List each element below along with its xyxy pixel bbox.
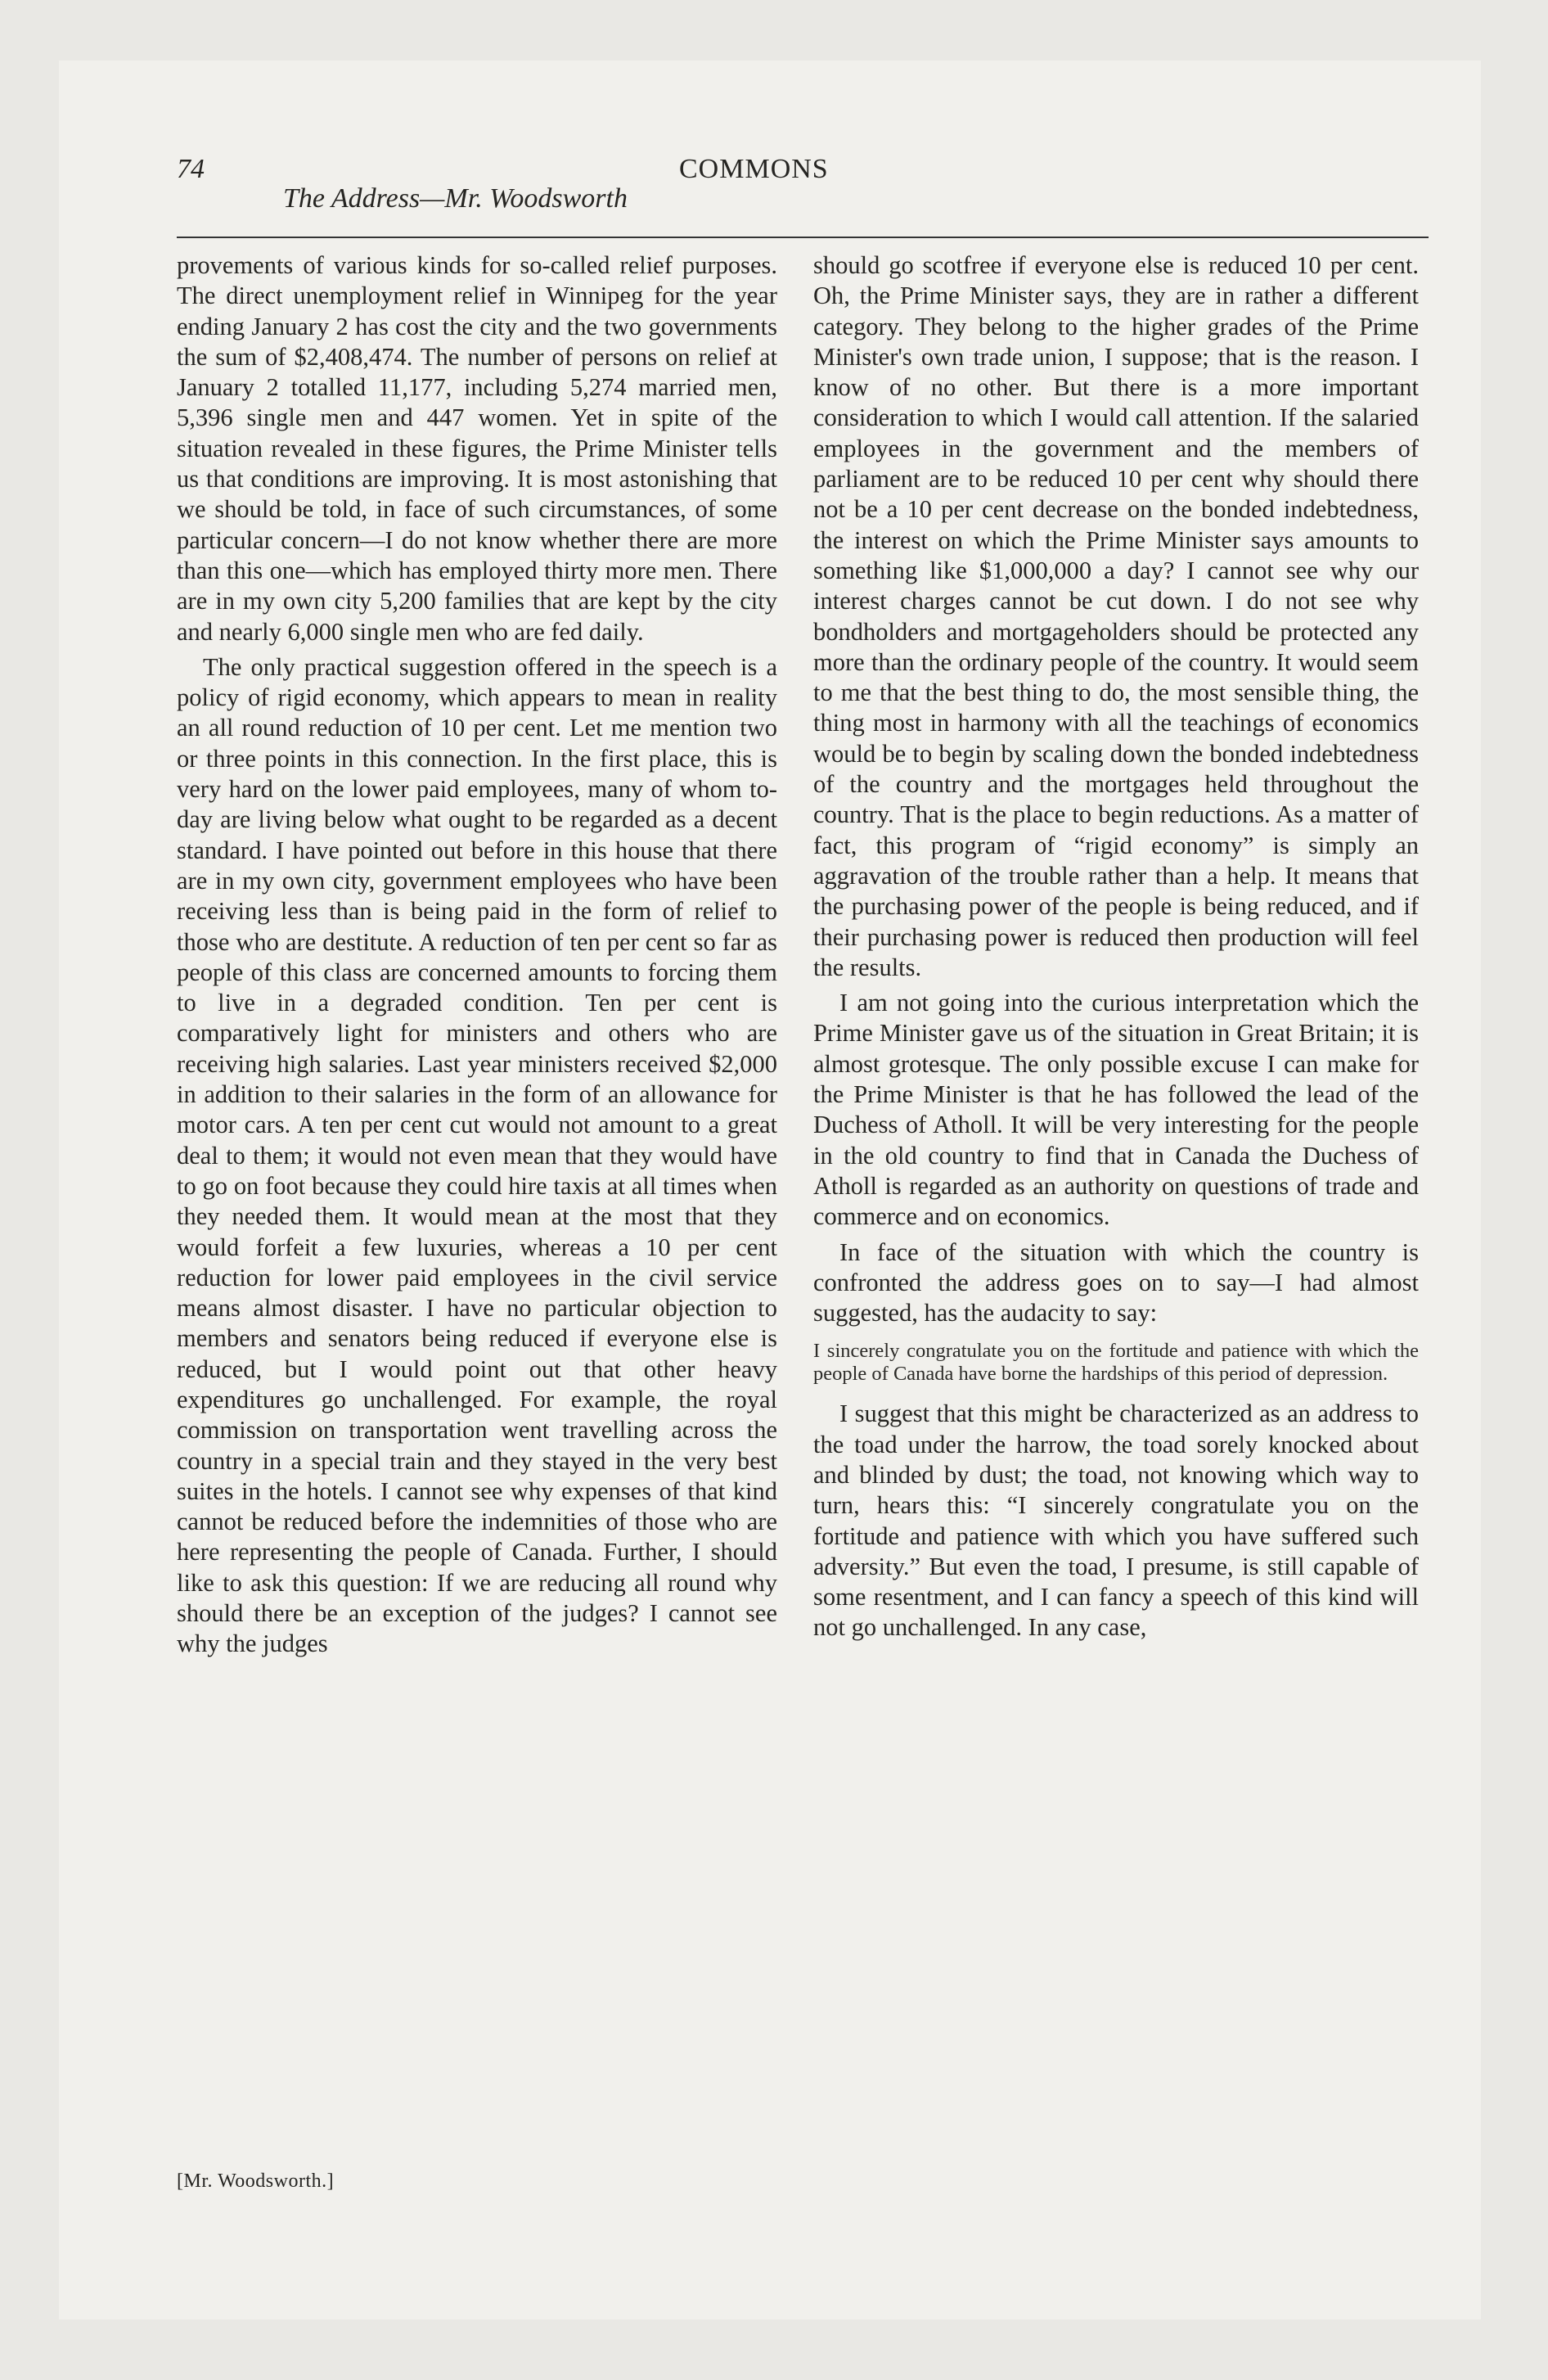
block-quote: I sincerely congratulate you on the fortitude and patience with which the people of Canada have borne the hardships of this period of depression. xyxy=(813,1340,1419,1386)
running-title: COMMONS xyxy=(679,154,829,184)
left-column xyxy=(177,250,777,1660)
header-rule xyxy=(177,237,1429,238)
running-subtitle: The Address—Mr. Woodsworth xyxy=(283,183,628,214)
paragraph: provements of various kinds for so-called relief purposes. The direct unemployment relief in Winnipeg for the year ending January 2 has cost the city and the two governments the sum of $2,408,474. The number of persons on relief at January 2 totalled 11,177, including 5,274 married men, 5,396 single men and 447 women. Yet in spite of the situation revealed in these figures, the Prime Minister tells us that conditions are improving. It is most astonishing that we should be told, in face of such circumstances, of some particular concern—I do not know whether there are more than this one—which has employed thirty more men. There are in my own city 5,200 families that are kept by the city and nearly 6,000 single men who are fed daily. xyxy=(177,251,777,646)
paragraph: should go scotfree if everyone else is reduced 10 per cent. Oh, the Prime Minister says, they are in rather a different category. They belong to the higher grades of the Prime Minister's own trade union, I suppose; that is the reason. I know of no other. But there is a more important consideration to which I would call attention. If the salaried employees in the government and the members of parliament are to be reduced 10 per cent why should there not be a 10 per cent decrease on the bonded indebtedness, the interest on which the Prime Minister says amounts to something like $1,000,000 a day? I cannot see why our interest charges cannot be cut down. I do not see why bondholders and mortgageholders should be protected any more than the ordinary people of the country. It would seem to me that the best thing to do, the most sensible thing, the thing most in harmony with all the teachings of economics would be to begin by scaling down the bonded indebtedness of the country and the mortgages held throughout the country. That is the place to begin reductions. As a matter of fact, this program of “rigid economy” is simply an aggravation of the trouble rather than a help. It means that the purchasing power of the people is being reduced, and if their purchasing power is reduced then production will feel the results. xyxy=(813,251,1419,981)
page-number: 74 xyxy=(177,154,205,184)
paragraph: I am not going into the curious interpretation which the Prime Minister gave us of the situation in Great Britain; it is almost grotesque. The only possible excuse I can make for the Prime Minister is that he has followed the lead of the Duchess of Atholl. It will be very interesting for the people in the old country to find that in Canada the Duchess of Atholl is regarded as an authority on questions of trade and commerce and on economics. xyxy=(813,989,1419,1231)
right-column xyxy=(813,250,1419,1643)
paragraph: The only practical suggestion offered in the speech is a policy of rigid economy, which appears to mean in reality an all round reduction of 10 per cent. Let me mention two or three points in this connection. In the first place, this is very hard on the lower paid employees, many of whom to-day are living below what ought to be regarded as a decent standard. I have pointed out before in this house that there are in my own city, government employees who have been receiving less than is being paid in the form of relief to those who are destitute. A reduction of ten per cent so far as people of this class are concerned amounts to forcing them to live in a degraded condition. Ten per cent is comparatively light for ministers and others who are receiving high salaries. Last year ministers received $2,000 in addition to their salaries in the form of an allowance for motor cars. A ten per cent cut would not amount to a great deal to them; it would not even mean that they would have to go on foot because they could hire taxis at all times when they needed them. It would mean at the most that they would forfeit a few luxuries, whereas a 10 per cent reduction for lower paid employees in the civil service means almost disaster. I have no particular objection to members and senators being reduced if everyone else is reduced, but I would point out that other heavy expenditures go unchallenged. For example, the royal commission on transportation went travelling across the country in a special train and they stayed in the very best suites in the hotels. I cannot see why expenses of that kind cannot be reduced before the indemnities of those who are here representing the people of Canada. Further, I should like to ask this question: If we are reducing all round why should there be an exception of the judges? I cannot see why the judges xyxy=(177,652,777,1658)
speaker-footer: [Mr. Woodsworth.] xyxy=(177,2170,335,2192)
paragraph: I suggest that this might be characterized as an address to the toad under the harrow, the toad sorely knocked about and blinded by dust; the toad, not knowing which way to turn, hears this: “I sincerely congratulate you on the fortitude and patience with which you have suffered such adversity.” But even the toad, I presume, is still capable of some resentment, and I can fancy a speech of this kind will not go unchallenged. In any case, xyxy=(813,1400,1419,1642)
paragraph: In face of the situation with which the country is confronted the address goes on to say—I had almost suggested, has the audacity to say: xyxy=(813,1237,1419,1327)
